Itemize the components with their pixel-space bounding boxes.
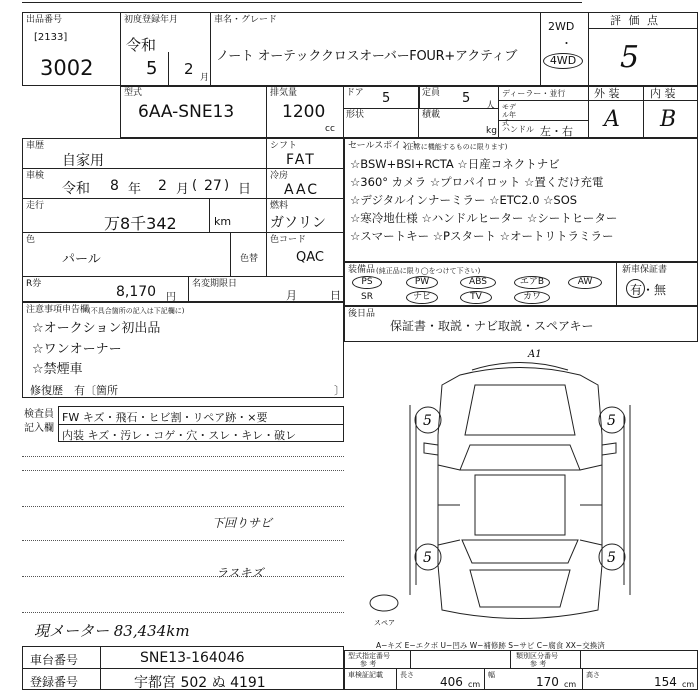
equip-aw: AW — [568, 276, 602, 289]
model-code: 6AA-SNE13 — [138, 102, 235, 122]
type-ref-label: 参 考 — [360, 660, 377, 668]
width-value: 170 — [536, 675, 559, 689]
equipment-label: 装備品 — [348, 265, 376, 275]
selling-point-1: ☆BSW+BSI+RCTA ☆日産コネクトナビ — [350, 157, 560, 171]
selling-points-note: (正常に機能するものに限ります) — [404, 143, 508, 151]
note-line-1: ☆オークション初出品 — [32, 321, 161, 336]
inspection-month: 2 — [158, 178, 167, 194]
inspection-day-unit: 日 — [238, 182, 252, 197]
length-unit: cm — [468, 680, 481, 689]
type-designation-label: 型式指定番号 — [348, 652, 390, 660]
shift-label: シフト — [270, 141, 298, 151]
note-line-2: ☆ワンオーナー — [32, 342, 122, 357]
shape-label: 形状 — [346, 110, 365, 120]
notes-label: 注意事項申告欄 — [26, 305, 90, 315]
tire-mark-rr: 5 — [607, 550, 616, 566]
selling-point-5: ☆スマートキー ☆Pスタート ☆オートリトラミラー — [350, 229, 614, 243]
score-value: 5 — [620, 40, 640, 75]
top-strip-line — [22, 2, 582, 3]
length-label: 長さ — [400, 671, 414, 679]
bonnet — [465, 385, 575, 435]
door-count: 5 — [382, 91, 391, 106]
chassis-label: 車台番号 — [30, 653, 79, 667]
selling-point-4: ☆寒冷地仕様 ☆ハンドルヒーター ☆シートヒーター — [350, 211, 618, 225]
warranty-label: 新車保証書 — [622, 265, 668, 275]
inspection-year-unit: 年 — [128, 182, 142, 197]
equip-leather: カワ — [514, 291, 550, 304]
vehicle-name-label: 車名・グレード — [214, 15, 278, 25]
equip-sr: SR — [361, 292, 373, 302]
interior-grade: B — [660, 107, 677, 132]
yen-unit: 円 — [166, 292, 176, 303]
repair-label: 修復歴 — [30, 384, 63, 397]
spare-label: スペア — [374, 619, 395, 627]
handle-value: 左・右 — [540, 125, 573, 138]
category-ref-label: 参 考 — [530, 660, 547, 668]
lot-number: 3002 — [40, 56, 94, 80]
front-bumper — [472, 363, 568, 371]
displacement-value: 1200 — [282, 102, 326, 122]
inspector-label-1: 検査員 — [24, 409, 54, 420]
displacement-label: 排気量 — [270, 88, 298, 98]
handle-label: ハンドル — [502, 125, 534, 134]
model-year-label: モデル年式 — [502, 103, 516, 127]
mileage-label: 走行 — [26, 201, 45, 211]
warranty-value: 有・無 — [630, 283, 667, 297]
height-unit: cm — [682, 680, 695, 689]
dealer-label: ディーラー・並行 — [502, 89, 566, 98]
repair-close: 〕 — [334, 384, 345, 397]
inspection-month-unit: 月 — [176, 182, 190, 197]
selling-point-2: ☆360° カメラ ☆プロパイロット ☆置くだけ充電 — [350, 175, 604, 189]
drive-2wd: 2WD — [548, 20, 575, 33]
left-side-profile — [410, 405, 416, 595]
name-change-month: 月 — [286, 289, 297, 302]
spare-tire — [370, 595, 398, 611]
color-label: 色 — [26, 235, 36, 245]
color-code-value: QAC — [296, 250, 324, 265]
inspector-label-2: 記入欄 — [24, 423, 54, 434]
handwritten-underbody-rust: 下回りサビ — [212, 516, 273, 530]
model-label: 型式 — [124, 88, 143, 98]
rear-window — [462, 540, 578, 563]
height-label: 高さ — [586, 671, 600, 679]
equip-tv: TV — [460, 291, 492, 304]
roof — [475, 475, 565, 535]
drive-4wd-circled: 4WD — [543, 53, 583, 69]
mileage-value: 万8千342 — [104, 214, 177, 233]
back-items-label: 後日品 — [348, 309, 376, 319]
plate-label: 登録番号 — [30, 675, 79, 689]
capacity-label: 定員 — [422, 88, 441, 98]
note-line-3: ☆禁煙車 — [32, 362, 83, 377]
width-label: 幅 — [488, 671, 495, 679]
load-label: 積載 — [422, 110, 441, 120]
exterior-grade: A — [604, 107, 620, 132]
ac-value: AAC — [284, 182, 320, 198]
equip-airbag: エアB — [514, 276, 550, 289]
history-label: 車歴 — [26, 141, 45, 151]
fuel-value: ガソリン — [270, 215, 326, 231]
first-reg-year: 5 — [146, 58, 158, 79]
height-value: 154 — [654, 675, 677, 689]
windshield — [460, 445, 580, 470]
equip-abs: ABS — [460, 276, 496, 289]
category-label: 類別区分番号 — [516, 652, 558, 660]
tire-mark-fr: 5 — [607, 413, 616, 429]
inspector-row-1: FW キズ・飛石・ヒビ割・リペア跡・×要 — [62, 411, 268, 424]
color-code-label: 色コード — [270, 235, 307, 245]
equipment-note: (純正品に限り◯をつけて下さい) — [376, 267, 481, 275]
recycle-fee: 8,170 — [116, 284, 157, 300]
cc-unit: cc — [325, 124, 335, 134]
score-label: 評 価 点 — [610, 14, 660, 27]
fuel-label: 燃料 — [270, 201, 289, 211]
inspection-era: 令和 — [62, 181, 90, 197]
history-value: 自家用 — [62, 153, 104, 169]
diagram-top-mark: A1 — [528, 349, 542, 360]
right-mirror — [602, 443, 616, 455]
repair-value: 有〔箇所 — [74, 384, 118, 397]
capacity-value: 5 — [462, 91, 471, 106]
shift-value: FAT — [286, 152, 316, 168]
trunk — [470, 570, 570, 607]
exterior-label: 外 装 — [594, 87, 620, 100]
door-label: ドア — [346, 88, 364, 98]
drive-dot: ・ — [561, 37, 572, 50]
right-side-profile — [624, 405, 630, 595]
width-unit: cm — [564, 680, 577, 689]
interior-label: 内 装 — [650, 87, 676, 100]
handwritten-current-meter: 現メーター 83,434km — [34, 622, 190, 640]
handwritten-glass-scratch: ラスキズ — [216, 566, 264, 580]
first-reg-month-unit: 月 — [200, 73, 210, 83]
tire-mark-fl: 5 — [423, 413, 432, 429]
first-reg-month: 2 — [184, 60, 194, 78]
equip-pw: PW — [406, 276, 438, 289]
notes-label-note: (不具合箇所の記入は下記欄に) — [88, 307, 185, 315]
inspection-label: 車検 — [26, 171, 45, 181]
selling-point-3: ☆デジタルインナーミラー ☆ETC2.0 ☆SOS — [350, 193, 578, 207]
inspector-row-2: 内装 キズ・汚レ・コゲ・穴・スレ・キレ・破レ — [62, 429, 297, 442]
recycle-label: R券 — [26, 279, 42, 289]
warranty-circle — [626, 279, 645, 298]
plate-number: 宇都宮 502 ぬ 4191 — [134, 675, 266, 691]
ac-label: 冷房 — [270, 171, 289, 181]
back-items-value: 保証書・取説・ナビ取説・スペアキー — [390, 319, 594, 333]
damage-legend: A−キズ E−エクボ U−凹み W−補修跡 S−サビ C−腐食 XX−交換済 — [376, 641, 605, 650]
inspection-day: 27 — [204, 178, 222, 194]
color-value: パール — [62, 252, 101, 267]
selling-points-label: セールスポイント — [348, 141, 420, 151]
lot-prefix: [2133] — [34, 32, 68, 43]
name-change-label: 名変期限日 — [192, 279, 238, 289]
car-damage-diagram — [374, 345, 660, 645]
kg-unit: kg — [486, 126, 497, 136]
length-value: 406 — [440, 675, 463, 689]
left-mirror — [424, 443, 438, 455]
inspection-year: 8 — [110, 178, 119, 194]
km-unit: km — [214, 215, 232, 228]
equip-navi: ナビ — [406, 291, 438, 304]
name-change-day: 日 — [330, 289, 341, 302]
equip-ps: PS — [352, 276, 382, 289]
vehicle-name: ノート オーテッククロスオーバーFOUR+アクティブ — [216, 49, 518, 64]
repaint-label: 色替 — [240, 254, 259, 264]
lot-label: 出品番号 — [26, 15, 63, 25]
first-reg-label: 初度登録年月 — [124, 15, 179, 25]
chassis-number: SNE13-164046 — [140, 650, 245, 666]
car-body-outline — [438, 368, 602, 619]
person-unit: 人 — [486, 101, 496, 111]
first-reg-era: 令和 — [126, 36, 157, 54]
tire-mark-rl: 5 — [423, 550, 432, 566]
reg-label: 車検証記載 — [348, 671, 383, 679]
